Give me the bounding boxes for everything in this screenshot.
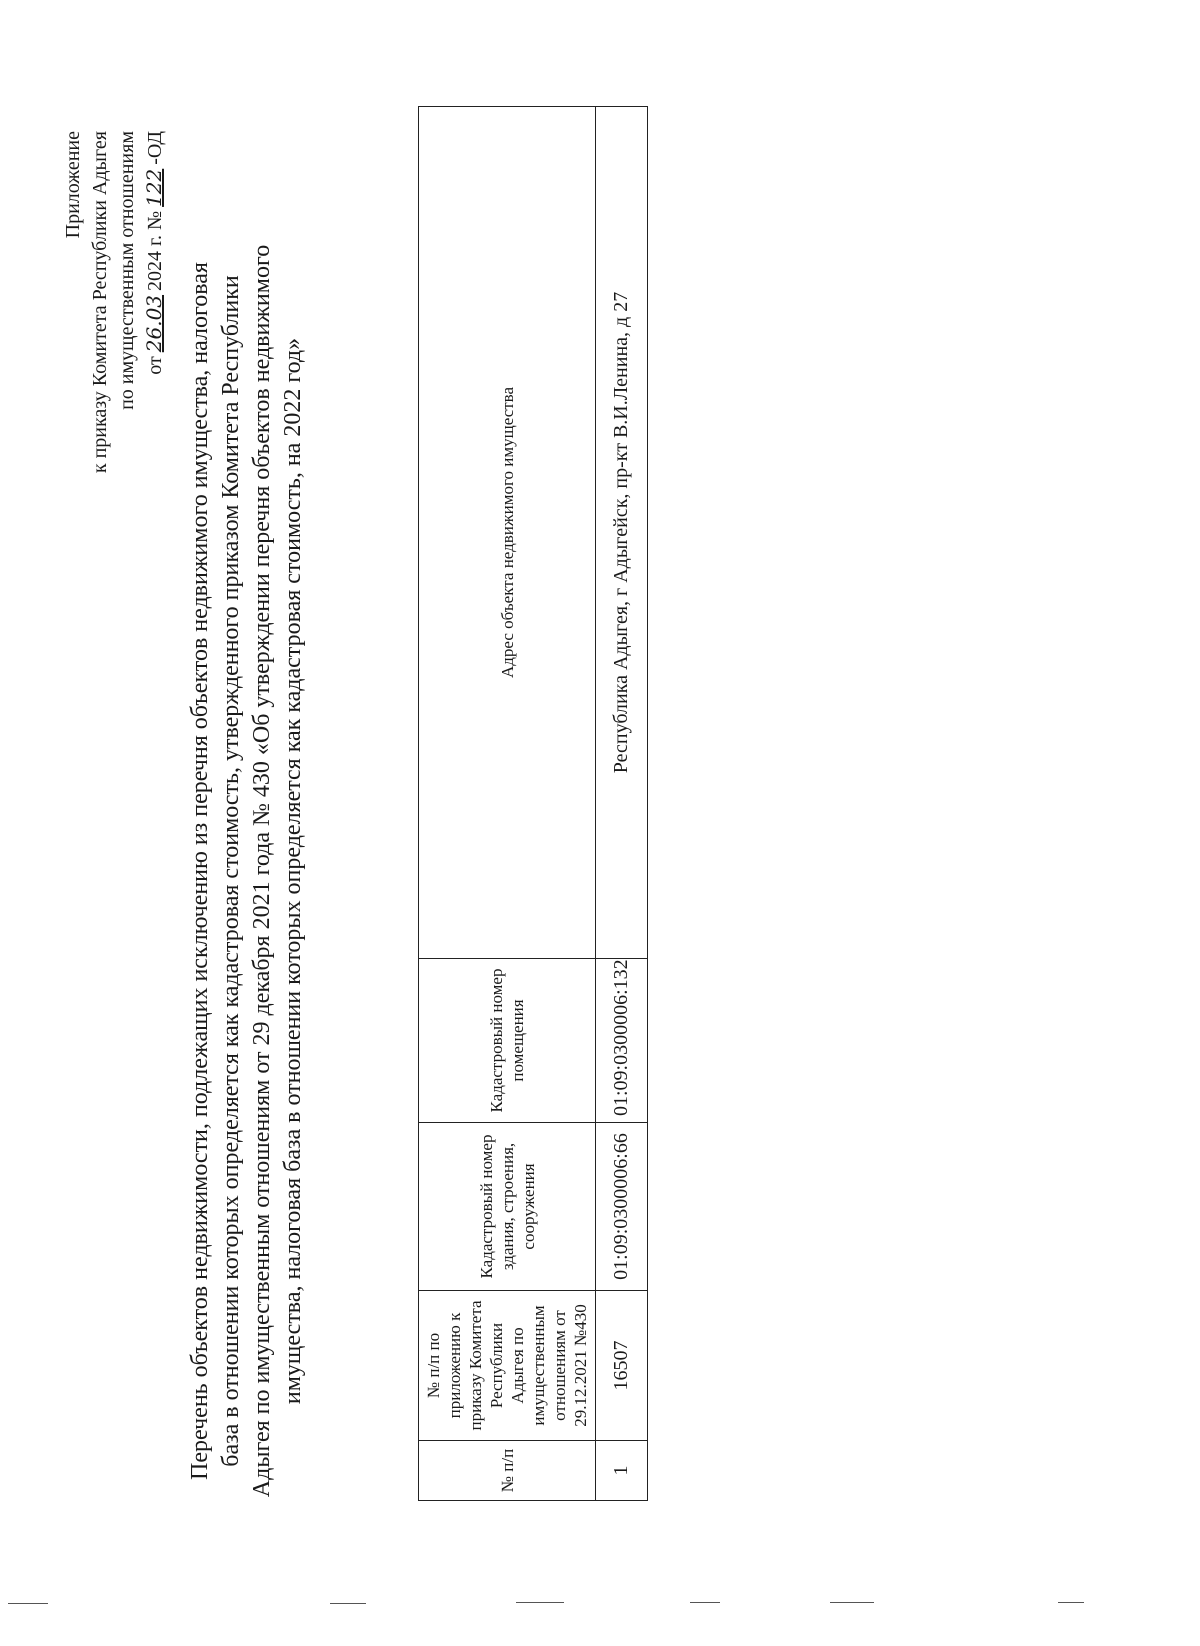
title-line: Адыгея по имущественным отношениям от 29 декабря 2021 года № 430 «Об утверждении перечня объектов недвижимого (249, 244, 275, 1498)
table-row (596, 107, 648, 1501)
header-appendix-number: № п/п по приложению к приказу Комитета Республики Адыгея по имущественным отношениям от 29.12.2021 №430 (419, 1291, 596, 1441)
scan-artifact (330, 1603, 366, 1604)
number-suffix: -ОД (144, 131, 166, 165)
scan-artifact (1058, 1602, 1084, 1603)
document-page (40, 91, 1160, 1591)
appendix-order-ref: к приказу Комитета Республики Адыгея (89, 131, 111, 474)
header-premises-cadastral: Кадастровый номер помещения (419, 959, 596, 1123)
scan-artifact (830, 1602, 874, 1603)
header-building-cadastral: Кадастровый номер здания, строения, сооружения (419, 1123, 596, 1291)
cell-row-number: 1 (596, 1441, 648, 1501)
scan-artifact (8, 1603, 48, 1604)
cell-premises-cadastral: 01:09:0300006:132 (596, 959, 648, 1123)
appendix-date-line (141, 131, 169, 511)
handwritten-date: 26.03 (142, 294, 166, 353)
cell-building-cadastral: 01:09:0300006:66 (596, 1123, 648, 1291)
year-text: 2024 г. № (144, 210, 166, 291)
appendix-label: Приложение (62, 131, 84, 239)
scan-artifact (690, 1602, 720, 1603)
title-line: Перечень объектов недвижимости, подлежащих исключению из перечня объектов недвижимого имущества, налоговая (187, 262, 213, 1480)
appendix-committee: по имущественным отношениям (116, 131, 138, 410)
document-title (185, 211, 309, 1531)
title-line: имущества, налоговая база в отношении которых определяется как кадастровая стоимость, на 2022 год» (280, 337, 306, 1405)
header-row-number: № п/п (419, 1441, 596, 1501)
scan-artifact (516, 1602, 564, 1603)
date-prefix: от (144, 356, 166, 375)
cell-appendix-number: 16507 (596, 1291, 648, 1441)
cell-address: Республика Адыгея, г Адыгейск, пр-кт В.И.Ленина, д 27 (596, 107, 648, 959)
handwritten-number: 122 (142, 168, 166, 207)
title-line: база в отношении которых определяется как кадастровая стоимость, утвержденного приказом Комитета Республики (218, 275, 244, 1467)
header-address: Адрес объекта недвижимого имущества (419, 107, 596, 959)
property-table (418, 106, 648, 1501)
table-header-row (419, 107, 596, 1501)
appendix-header (60, 131, 169, 511)
